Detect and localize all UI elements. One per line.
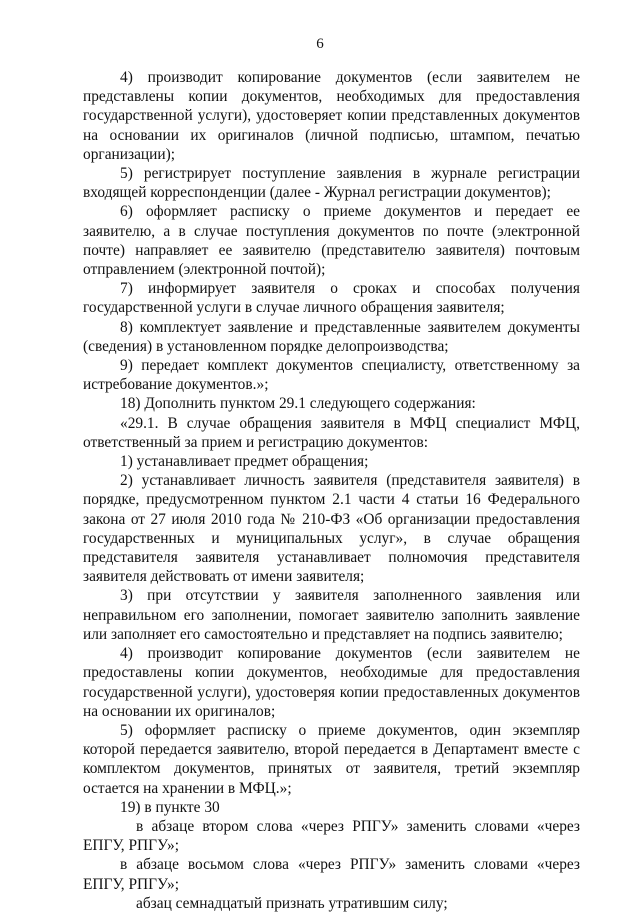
paragraph-item-18-add-clause: 18) Дополнить пунктом 29.1 следующего содержания: [120, 395, 476, 413]
paragraph-mfc-item-3: 3) при отсутствии у заявителя заполненного заявления или неправильном его заполнении, помогает заявителю заполнить заявление или заполняет его самостоятельно и представляет на подпись заявителю; [83, 587, 580, 643]
paragraph-seventeenth-abzac: абзац семнадцатый признать утратившим силу; [136, 894, 448, 912]
paragraph-second-abzac: в абзаце втором слова «через РПГУ» заменить словами «через ЕПГУ, РПГУ»; [83, 817, 580, 855]
page-number: 6 [316, 36, 324, 52]
paragraph-item-4-copying: 4) производит копирование документов (если заявителем не представлены копии документов, необходимых для предоставления государственной услуги), удостоверяет копии представленных документов на основании их оригиналов (личной подписью, штампом, печатью организации); [83, 69, 580, 163]
paragraph-mfc-item-1: 1) устанавливает предмет обращения; [120, 453, 369, 471]
document-body [83, 68, 580, 913]
paragraph-item-8-completes: 8) комплектует заявление и представленные заявителем документы (сведения) в установленном порядке делопроизводства; [83, 318, 580, 355]
paragraph-item-7-informs: 7) информирует заявителя о сроках и способах получения государственной услуги в случае личного обращения заявителя; [83, 280, 580, 317]
paragraph-eighth-abzac: в абзаце восьмом слова «через РПГУ» заменить словами «через ЕПГУ, РПГУ»; [83, 856, 580, 893]
paragraph-mfc-item-4: 4) производит копирование документов (если заявителем не предоставлены копии документов, необходимые для предоставления государственной услуги), удостоверяя копии предоставленных документов на основании их оригиналов; [83, 645, 580, 720]
paragraph-item-6-receipt: 6) оформляет расписку о приеме документов и передает ее заявителю, а в случае поступления документов по почте (электронной почте) направляет ее заявителю (представителю заявителя) почтовым отправлением (электронной почтой); [83, 203, 580, 279]
paragraph-mfc-item-5: 5) оформляет расписку о приеме документов, один экземпляр которой передается заявителю, второй передается в Департамент вместе с комплектом документов, принятых от заявителя, третий экземпляр остается на хранении в МФЦ.»; [83, 721, 580, 797]
paragraph-item-19-clause-30: 19) в пункте 30 [120, 798, 220, 816]
paragraph-item-9-transfers: 9) передает комплект документов специалисту, ответственному за истребование документов.»; [83, 357, 580, 394]
paragraph-item-5-registration: 5) регистрирует поступление заявления в журнале регистрации входящей корреспонденции (далее - Журнал регистрации документов); [83, 165, 580, 202]
paragraph-clause-29-1: «29.1. В случае обращения заявителя в МФЦ специалист МФЦ, ответственный за прием и регистрацию документов: [83, 414, 580, 451]
paragraph-mfc-item-2: 2) устанавливает личность заявителя (представителя заявителя) в порядке, предусмотренном пунктом 2.1 части 4 статьи 16 Федерального закона от 27 июля 2010 года № 210-ФЗ «Об организации предоставления государственных и муниципальных услуг», в случае обращения представителя заявителя устанавливает полномочия представителя заявителя действовать от имени заявителя; [83, 472, 580, 586]
